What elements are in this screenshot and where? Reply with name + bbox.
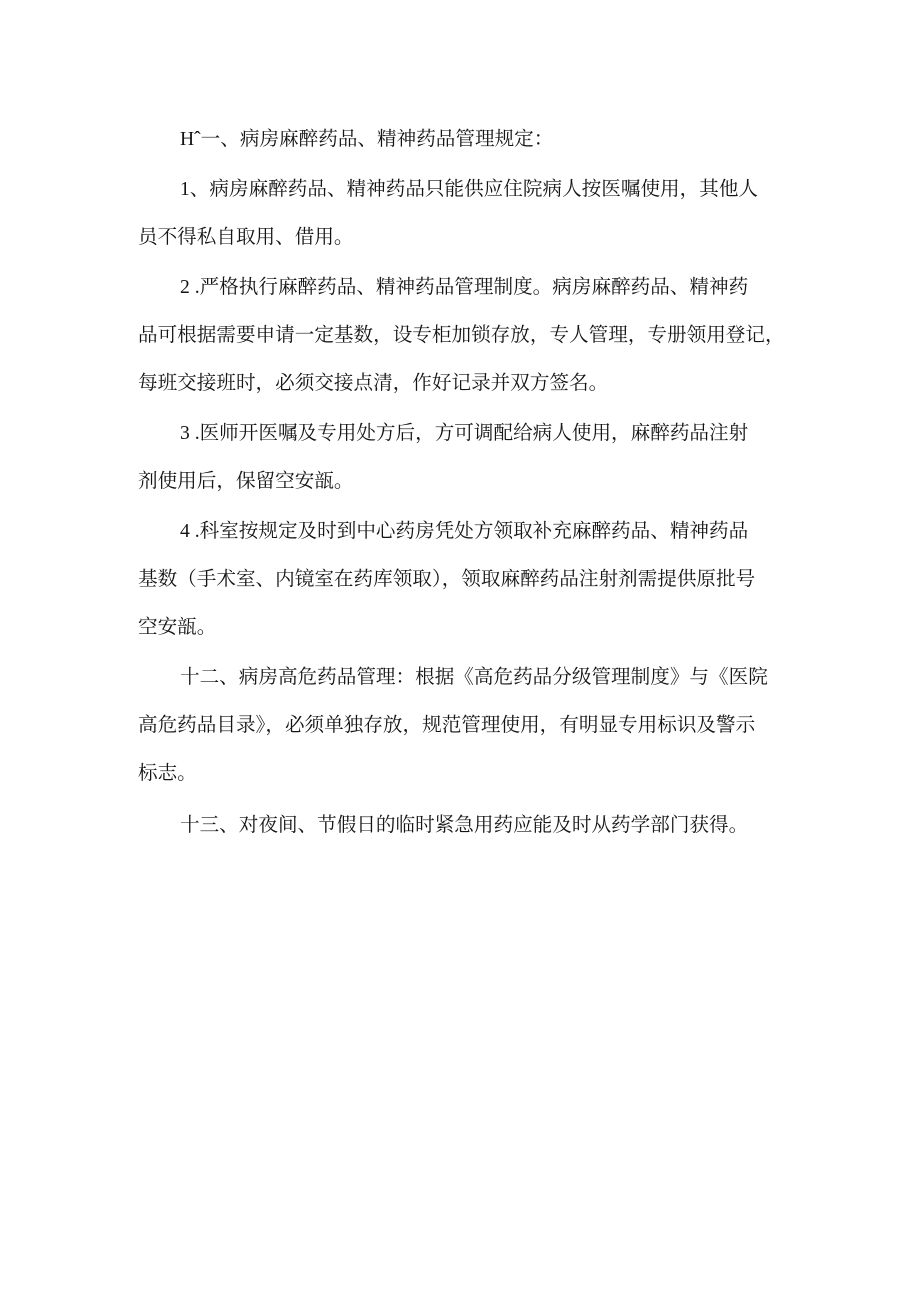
rule-item-2 xyxy=(138,264,785,408)
rule-item-3 xyxy=(138,410,785,506)
text-line: 员不得私自取用、借用。 xyxy=(138,227,354,248)
text-line: 空安瓿。 xyxy=(138,617,217,638)
text-line: 每班交接班时，必须交接点清，作好记录并双方签名。 xyxy=(138,373,609,394)
section-emergency-medication xyxy=(138,802,785,850)
text-line: Hˆ一、病房麻醉药品、精神药品管理规定： xyxy=(180,129,554,150)
text-line: 高危药品目录》，必须单独存放，规范管理使用，有明显专用标识及警示 xyxy=(138,715,756,736)
text-line: 2 .严格执行麻醉药品、精神药品管理制度。病房麻醉药品、精神药 xyxy=(180,277,749,298)
text-line: 十二、病房高危药品管理：根据《高危药品分级管理制度》与《医院 xyxy=(180,667,768,688)
text-line: 标志。 xyxy=(138,763,197,784)
section-high-alert-drugs xyxy=(138,654,785,798)
text-line: 4 .科室按规定及时到中心药房凭处方领取补充麻醉药品、精神药品 xyxy=(180,521,749,542)
text-line: 3 .医师开医嘱及专用处方后，方可调配给病人使用，麻醉药品注射 xyxy=(180,423,749,444)
document-body xyxy=(138,116,785,852)
section-heading-narcotics-rules xyxy=(138,116,785,164)
text-line: 1、病房麻醉药品、精神药品只能供应住院病人按医嘱使用，其他人 xyxy=(180,179,759,200)
rule-item-1 xyxy=(138,166,785,262)
text-line: 剂使用后，保留空安瓿。 xyxy=(138,471,354,492)
rule-item-4 xyxy=(138,508,785,652)
text-line: 十三、对夜间、节假日的临时紧急用药应能及时从药学部门获得。 xyxy=(180,815,749,836)
text-line: 品可根据需要申请一定基数，设专柜加锁存放，专人管理，专册领用登记， xyxy=(138,325,785,346)
text-line: 基数（手术室、内镜室在药库领取），领取麻醉药品注射剂需提供原批号 xyxy=(138,569,756,590)
